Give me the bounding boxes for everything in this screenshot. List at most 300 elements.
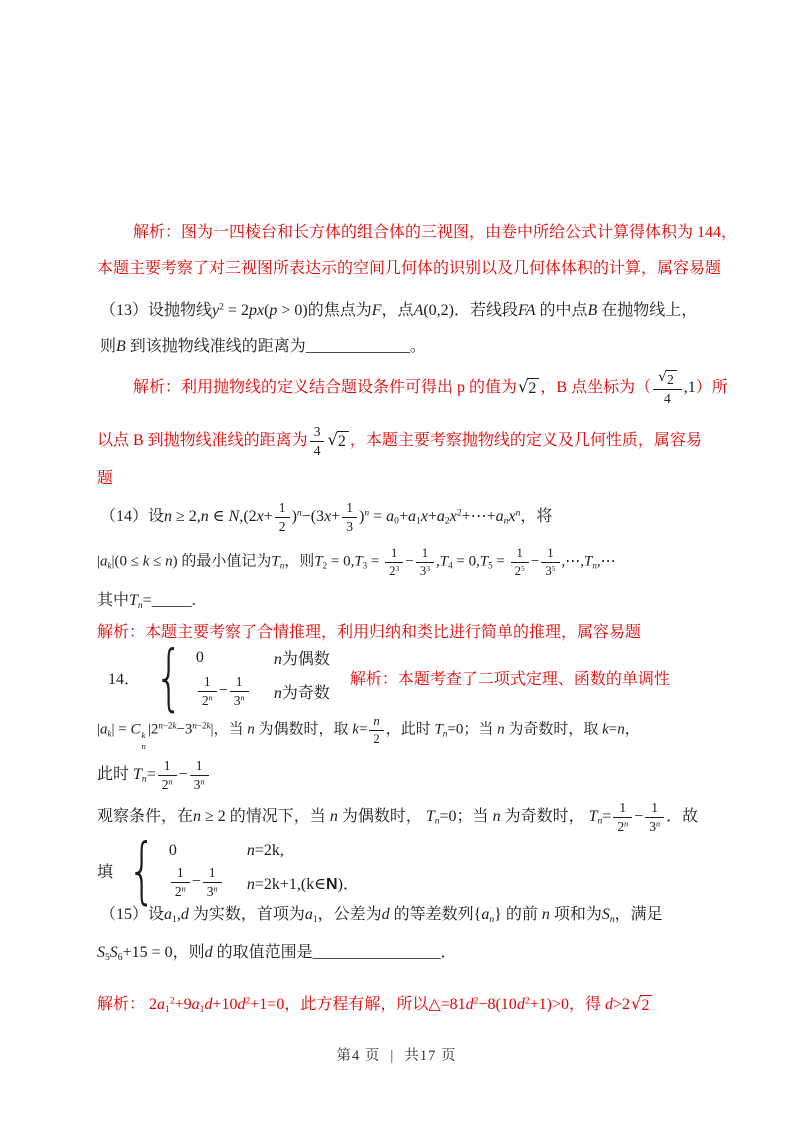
text-run: 1 (165, 1003, 170, 1015)
text-run: 则 (100, 338, 117, 355)
text-run: 解析：本题考查了二项式定理、函数的单调性 (349, 670, 670, 688)
text-run: | (97, 721, 101, 738)
text-run: _____________ (305, 338, 410, 355)
superscript (169, 777, 173, 786)
fraction (310, 424, 325, 458)
text-run: 1 (619, 800, 627, 815)
text-run: ）所 (695, 378, 728, 396)
text-run: ，本题主要考察抛物线的定义及几何性质，属容易 (349, 431, 702, 449)
text-run: d (381, 906, 390, 923)
text-run: n (373, 714, 380, 728)
text-run: ， (624, 721, 640, 738)
text-run: n (141, 740, 146, 751)
text-run: 2 (473, 995, 479, 1007)
text-run: a (164, 906, 173, 923)
text-run: n (200, 507, 209, 525)
text-run: 3 (362, 560, 368, 571)
superscript (426, 563, 430, 572)
case-rows (169, 842, 359, 899)
text-run: =2k+1, (254, 875, 301, 893)
text-run: a (157, 996, 166, 1013)
text-run: y (212, 302, 220, 319)
text-run: n (164, 507, 173, 525)
text-run: a (191, 996, 200, 1013)
case-row (196, 646, 330, 669)
text-run: |(0 ≤ (111, 553, 143, 570)
text-run: 2 (456, 507, 462, 519)
text-run: 题 (97, 470, 114, 487)
text-run: ，公差为 (317, 906, 382, 923)
text-run: 填 (97, 864, 114, 882)
superscript (552, 563, 556, 572)
case-value (169, 865, 247, 899)
text-run: |2 (147, 721, 159, 738)
text-run: , (176, 906, 181, 923)
text-run: 2 (169, 995, 175, 1007)
text-run: ，则 (284, 553, 315, 570)
text-run: + (427, 507, 437, 525)
text-run: T (425, 807, 435, 825)
superscript (209, 693, 213, 702)
radical-sign: √ (631, 994, 642, 1014)
text-run: T (129, 592, 138, 609)
text-run: ，此时 (385, 721, 435, 738)
question-15-line-2 (97, 942, 457, 964)
text-run: T (354, 553, 363, 570)
text-run: = 2 (223, 302, 249, 319)
text-run: k (107, 728, 112, 739)
text-run: 2 (373, 731, 380, 746)
text-run: d (516, 996, 525, 1013)
radical-sign: √ (658, 369, 667, 386)
text-run: S (97, 944, 105, 961)
text-run: 的取值范围是 (212, 944, 313, 961)
text-run: 3 (649, 818, 657, 834)
text-run: n (597, 815, 603, 827)
text-run: =0；当 (447, 721, 498, 738)
text-run: n (141, 773, 147, 785)
text-run: （15）设 (100, 906, 165, 923)
text-run: −(3 (301, 507, 325, 525)
question-14-line-3 (97, 590, 196, 612)
text-run: S (601, 906, 610, 923)
observe-condition-line (97, 800, 698, 834)
text-run: 以点 B 到抛物线准线的距离为 (97, 431, 308, 449)
left-brace-glyph: { (127, 828, 157, 912)
text-run: ，将 (520, 507, 553, 525)
text-run: n (497, 721, 505, 738)
left-brace-glyph: { (154, 634, 184, 719)
text-run: = 0, (327, 553, 355, 570)
text-run: 为奇数时， (500, 807, 589, 825)
text-run: + (398, 507, 408, 525)
text-run: px (248, 302, 265, 319)
fraction (342, 500, 357, 534)
text-run: k (602, 721, 609, 738)
text-run: a (100, 721, 108, 738)
text-run: 1 (195, 758, 203, 773)
text-run: > 0) (277, 302, 308, 319)
solution-15-line (97, 994, 653, 1016)
superscript (521, 563, 525, 572)
text-run: | (97, 553, 101, 570)
text-run: ________________ (312, 944, 441, 961)
text-run: (0,2)．若线段 (423, 302, 519, 319)
text-run: = (358, 721, 368, 738)
text-run: n (246, 875, 255, 893)
solution-13-line-3 (97, 468, 113, 490)
case-condition (274, 680, 330, 703)
text-run: k (352, 721, 359, 738)
superscript (192, 721, 210, 731)
text-run: x (324, 507, 332, 525)
text-run: { (473, 906, 482, 923)
text-run: 2 (322, 560, 328, 571)
fraction (190, 758, 209, 792)
text-run: d (180, 906, 189, 923)
case-value (196, 674, 274, 708)
text-run: 1 (312, 913, 318, 925)
text-run: + (263, 507, 273, 525)
fraction (385, 546, 403, 578)
text-run: A (413, 302, 424, 319)
answer-14-label (108, 666, 140, 689)
text-run: n (192, 720, 197, 731)
text-run: 为奇数时，取 (504, 721, 603, 738)
superscript (182, 884, 186, 893)
text-run: d (204, 944, 213, 961)
text-run: 2 (161, 776, 169, 792)
text-run: (k∈ (300, 875, 327, 893)
text-run: （13）设抛物线 (100, 302, 213, 319)
text-run: N (228, 507, 240, 525)
text-run: n (158, 720, 163, 731)
text-run: 5 (521, 563, 525, 573)
text-run: n (246, 841, 255, 859)
fraction (653, 370, 682, 406)
radical (658, 370, 677, 388)
page-total: 共17 页 (404, 1048, 457, 1064)
text-run: 1 (547, 546, 554, 560)
text-run: C (130, 721, 141, 738)
text-run: ． (440, 944, 457, 961)
text-run: 1 (199, 1003, 205, 1015)
text-run: k (172, 720, 177, 731)
solution-13-line-1 (133, 370, 728, 406)
text-run: n (364, 507, 370, 519)
tn-odd-line (97, 758, 211, 792)
text-run: )． (337, 875, 359, 893)
text-run: 1 (208, 864, 216, 880)
text-run: 到该抛物线准线的距离为 (125, 338, 306, 355)
fraction (645, 800, 664, 834)
text-run: ≥ 2, (172, 507, 201, 525)
question-13-line-1 (100, 300, 697, 322)
text-run: 的等差数列 (389, 906, 474, 923)
text-run: = (146, 765, 156, 783)
text-run: 解析：利用抛物线的定义结合题设条件可得出 p 的值为 (133, 378, 518, 396)
text-run: 14． (108, 670, 141, 688)
text-run: 2 (528, 379, 537, 397)
text-run: a (481, 906, 490, 923)
text-run: 2 (389, 563, 396, 578)
case-value (169, 842, 247, 860)
text-run: ) (291, 507, 297, 525)
text-run: 3 (233, 692, 241, 708)
text-run: k (107, 560, 112, 571)
text-run: 为奇数 (281, 684, 330, 702)
solution-12-line-2 (97, 258, 721, 280)
case-rows (196, 646, 330, 708)
text-run: |，当 (210, 721, 248, 738)
text-run: 1 (235, 674, 243, 689)
text-run: = 0, (452, 553, 480, 570)
superscript (396, 563, 400, 572)
text-run: 1 (516, 546, 523, 560)
text-run: _____ (151, 592, 192, 609)
text-run: 4 (664, 390, 671, 406)
text-run: −8(10 (478, 996, 517, 1013)
text-run: 3 (426, 563, 431, 573)
text-run: 2 (174, 883, 182, 899)
ak-formula-line (97, 714, 640, 752)
text-run: 2 (278, 518, 286, 534)
text-run: 此时 (97, 765, 134, 783)
text-run: n (541, 906, 550, 923)
text-run: +⋯+ (461, 507, 496, 525)
text-run: 2 (514, 563, 522, 578)
text-run: 5 (105, 951, 110, 963)
text-run: n (168, 777, 173, 787)
text-run: n (137, 599, 143, 611)
radical (327, 431, 348, 451)
text-run: 3 (419, 563, 427, 578)
text-run: 2 (617, 818, 625, 834)
case-row (169, 865, 359, 899)
text-run: ( (264, 302, 270, 319)
case-condition (274, 646, 330, 669)
footer-separator: | (390, 1048, 395, 1064)
text-run: n (165, 553, 173, 570)
fraction (171, 865, 190, 899)
text-run: n (213, 884, 218, 894)
text-run: 其中 (97, 592, 130, 609)
text-run: ，B 点坐标为（ (540, 378, 652, 396)
text-run: + (331, 507, 341, 525)
text-run: T (133, 765, 142, 783)
text-run: 6 (117, 951, 123, 963)
text-run: +10 (212, 996, 238, 1013)
text-run: T (439, 553, 449, 570)
text-run: 3 (545, 563, 552, 578)
text-run: k (142, 553, 150, 570)
text-run: ，点 (381, 302, 414, 319)
text-run: k (206, 720, 211, 731)
text-run: | = (111, 721, 131, 738)
question-14-line-2 (97, 546, 616, 578)
text-run: FA (518, 302, 536, 319)
text-run: a (407, 507, 416, 525)
text-run: n (240, 693, 245, 703)
superscript (656, 819, 660, 828)
fraction (158, 758, 177, 792)
fraction (198, 674, 217, 708)
text-run: . (191, 592, 196, 609)
text-run: N (326, 875, 338, 893)
text-run: 2 (444, 515, 450, 527)
text-run: n (617, 721, 625, 738)
text-run: 0 (195, 648, 204, 666)
text-run: T (314, 553, 323, 570)
text-run: d (204, 996, 213, 1013)
text-run: 3 (206, 883, 214, 899)
text-run: 5 (551, 563, 556, 573)
text-run: } (494, 906, 502, 923)
case-condition (247, 842, 284, 860)
text-run: +1)>0，得 (529, 996, 605, 1013)
case-row (169, 842, 359, 860)
text-run: B (116, 338, 126, 355)
text-run: 解析： 2 (97, 996, 158, 1013)
text-run: 解析：图为一四棱台和长方体的组合体的三视图，由卷中所给公式计算得体积为 144， (133, 224, 738, 241)
text-run: （14）设 (100, 507, 165, 525)
text-run: 1 (391, 546, 398, 560)
text-run: 1 (163, 758, 171, 773)
text-run: 为偶数时，取 (254, 721, 353, 738)
text-run: n (489, 913, 495, 925)
text-run: 项和为 (549, 906, 602, 923)
text-run: ∈ (208, 507, 229, 525)
superscript (200, 777, 204, 786)
text-run: +9 (174, 996, 192, 1013)
script-stack (142, 730, 146, 752)
text-run: T (584, 553, 593, 570)
text-run: 1 (203, 674, 211, 689)
text-run: 1 (421, 546, 429, 560)
text-run: F (371, 302, 382, 319)
text-run: ,1 (683, 378, 696, 396)
text-run: 3 (395, 563, 400, 573)
text-run: =2k, (254, 841, 284, 859)
text-run: 1 (651, 800, 659, 815)
text-run: p (269, 302, 278, 319)
fraction (511, 546, 529, 578)
text-run: d (605, 996, 613, 1013)
text-run: S (109, 944, 118, 961)
text-run: −2 (162, 720, 173, 731)
text-run: ，满足 (614, 906, 663, 923)
superscript (214, 884, 218, 893)
fraction (416, 546, 434, 578)
text-run: 观察条件，在 (97, 807, 194, 825)
text-run: 1 (172, 913, 177, 925)
text-run: = (602, 807, 612, 825)
text-run: 2 (337, 432, 346, 450)
text-run: − (405, 553, 414, 570)
text-run: T (271, 553, 280, 570)
text-run: n (200, 777, 205, 787)
text-run: −2 (196, 720, 207, 731)
text-run: x (449, 507, 457, 525)
text-run: 的前 (501, 906, 542, 923)
text-run: −3 (176, 721, 193, 738)
text-run: x (508, 507, 516, 525)
text-run: n (273, 651, 282, 668)
superscript (158, 721, 176, 731)
text-run: +1=0，此方程有解，所以△=81 (250, 996, 466, 1013)
text-run: a (495, 507, 504, 525)
text-run: 4 (448, 560, 453, 571)
text-run: a (304, 906, 313, 923)
text-run: d (465, 996, 474, 1013)
text-run: ≤ (149, 553, 166, 570)
text-run: = (367, 553, 384, 570)
fraction (541, 546, 559, 578)
text-run: T (434, 721, 443, 738)
superscript (241, 693, 245, 702)
text-run: 1 (176, 864, 184, 880)
text-run: 5 (488, 560, 493, 571)
text-run: 的中点 (535, 302, 588, 319)
text-run: ) 的最小值记为 (172, 553, 272, 570)
text-run: n (193, 807, 202, 825)
text-run: =0；当 (439, 807, 493, 825)
text-run: 本题主要考察了对三视图所表达示的空间几何体的识别以及几何体体积的计算，属容易题 (97, 260, 722, 277)
text-run: T (588, 807, 598, 825)
question-14-line-1 (100, 500, 552, 534)
solution-12-line-1 (133, 222, 737, 244)
case-condition (247, 871, 359, 894)
text-run: n (181, 884, 186, 894)
text-run: − (178, 765, 188, 783)
fraction (613, 800, 632, 834)
fraction (203, 865, 222, 899)
text-run: 4 (313, 442, 321, 458)
question-13-line-2 (100, 336, 426, 358)
fraction (275, 500, 290, 534)
text-run: B (587, 302, 598, 319)
text-run: = (142, 592, 152, 609)
text-run: 1 (415, 515, 421, 527)
text-run: − (530, 553, 540, 570)
text-run: = (608, 721, 618, 738)
radical-sign: √ (327, 429, 338, 449)
text-run: ,(2 (239, 507, 257, 525)
text-run: − (191, 872, 201, 890)
case-row (196, 674, 330, 708)
superscript (624, 819, 628, 828)
radical (631, 995, 652, 1015)
text-run: = (369, 507, 387, 525)
text-run: ,⋯ (596, 553, 616, 570)
text-run: n (296, 507, 302, 519)
text-run: ．故 (666, 807, 699, 825)
fraction (369, 714, 383, 746)
text-run: = (492, 553, 509, 570)
page-footer (0, 1044, 793, 1065)
text-run: 2 (641, 997, 650, 1015)
radical (518, 378, 539, 398)
radical-sign: √ (518, 376, 529, 396)
case-value (196, 649, 274, 667)
text-run: x (256, 507, 264, 525)
text-run: n (208, 693, 213, 703)
text-run: 0 (394, 515, 399, 527)
text-run: k (141, 729, 146, 740)
text-run: a (100, 553, 108, 570)
text-run: ) (359, 507, 365, 525)
text-run: 3 (193, 776, 201, 792)
